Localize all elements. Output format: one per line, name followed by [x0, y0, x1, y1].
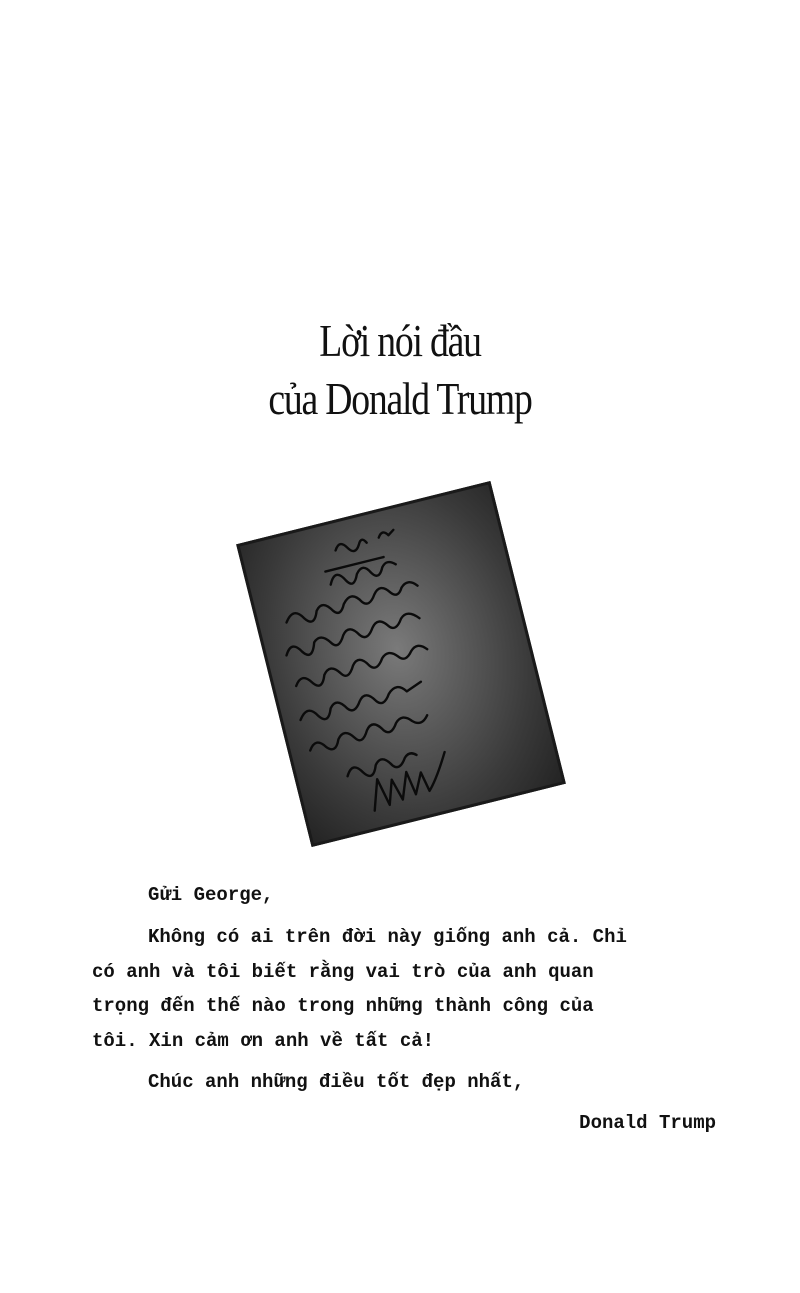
letter-greeting: Gửi George, [148, 884, 274, 906]
letter-body-line-2: có anh và tôi biết rằng vai trò của anh quan [92, 961, 594, 983]
handwritten-note-photo [236, 481, 566, 847]
handwriting-scribbles [236, 481, 566, 847]
letter-signature: Donald Trump [579, 1112, 716, 1134]
letter-body-line-4: tôi. Xin cảm ơn anh về tất cả! [92, 1030, 435, 1052]
letter-body-line-1: Không có ai trên đời này giống anh cả. Chỉ [148, 926, 627, 948]
title-line-1: Lời nói đầu [319, 315, 481, 366]
page-title [72, 312, 728, 428]
letter-body-line-3: trọng đến thế nào trong những thành công của [92, 995, 594, 1017]
letter-closing: Chúc anh những điều tốt đẹp nhất, [148, 1071, 525, 1093]
title-line-2: của Donald Trump [268, 373, 532, 424]
